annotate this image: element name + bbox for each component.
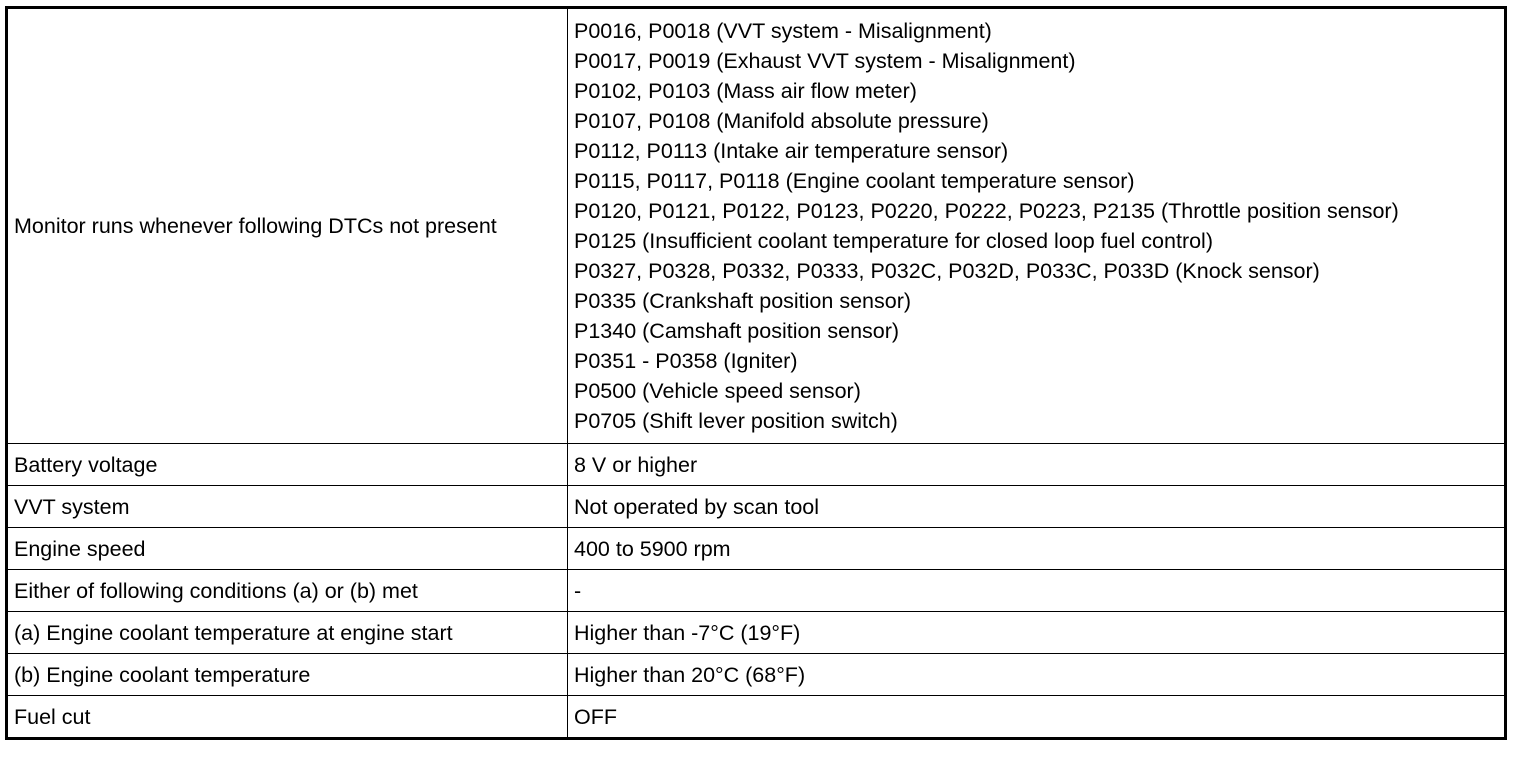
dtc-item: P0500 (Vehicle speed sensor) [574, 379, 861, 403]
condition-value: 400 to 5900 rpm [568, 528, 1506, 570]
dtc-item: P0112, P0113 (Intake air temperature sensor) [574, 139, 1009, 163]
dtc-item: P0016, P0018 (VVT system - Misalignment) [574, 19, 992, 43]
dtc-item: P0120, P0121, P0122, P0123, P0220, P0222, P0223, P2135 (Throttle position sensor) [574, 199, 1399, 223]
dtc-item: P0115, P0117, P0118 (Engine coolant temperature sensor) [574, 169, 1135, 193]
condition-label: (b) Engine coolant temperature [7, 654, 568, 696]
condition-value: OFF [568, 696, 1506, 739]
dtc-item: P0351 - P0358 (Igniter) [574, 349, 798, 373]
condition-label: Battery voltage [7, 444, 568, 486]
condition-label: VVT system [7, 486, 568, 528]
dtc-item: P1340 (Camshaft position sensor) [574, 319, 900, 343]
condition-value: - [568, 570, 1506, 612]
condition-label: Fuel cut [7, 696, 568, 739]
dtc-item: P0327, P0328, P0332, P0333, P032C, P032D, P033C, P033D (Knock sensor) [574, 259, 1320, 283]
dtc-list [568, 8, 1506, 444]
condition-label: Monitor runs whenever following DTCs not present [7, 8, 568, 444]
table-row [7, 444, 1506, 486]
table-row [7, 8, 1506, 444]
condition-value: Higher than 20°C (68°F) [568, 654, 1506, 696]
dtc-item: P0107, P0108 (Manifold absolute pressure) [574, 109, 989, 133]
dtc-item: P0335 (Crankshaft position sensor) [574, 289, 912, 313]
table-row [7, 570, 1506, 612]
condition-label: Engine speed [7, 528, 568, 570]
condition-label: (a) Engine coolant temperature at engine start [7, 612, 568, 654]
table-row [7, 612, 1506, 654]
dtc-item: P0017, P0019 (Exhaust VVT system - Misalignment) [574, 49, 1076, 73]
dtc-item: P0125 (Insufficient coolant temperature for closed loop fuel control) [574, 229, 1213, 253]
table-row [7, 528, 1506, 570]
condition-value: 8 V or higher [568, 444, 1506, 486]
condition-value: Not operated by scan tool [568, 486, 1506, 528]
table-row [7, 696, 1506, 739]
dtc-item: P0102, P0103 (Mass air flow meter) [574, 79, 917, 103]
condition-label: Either of following conditions (a) or (b) met [7, 570, 568, 612]
condition-value: Higher than -7°C (19°F) [568, 612, 1506, 654]
dtc-item: P0705 (Shift lever position switch) [574, 409, 898, 433]
table-row [7, 654, 1506, 696]
monitor-conditions-table [5, 6, 1507, 740]
table-row [7, 486, 1506, 528]
